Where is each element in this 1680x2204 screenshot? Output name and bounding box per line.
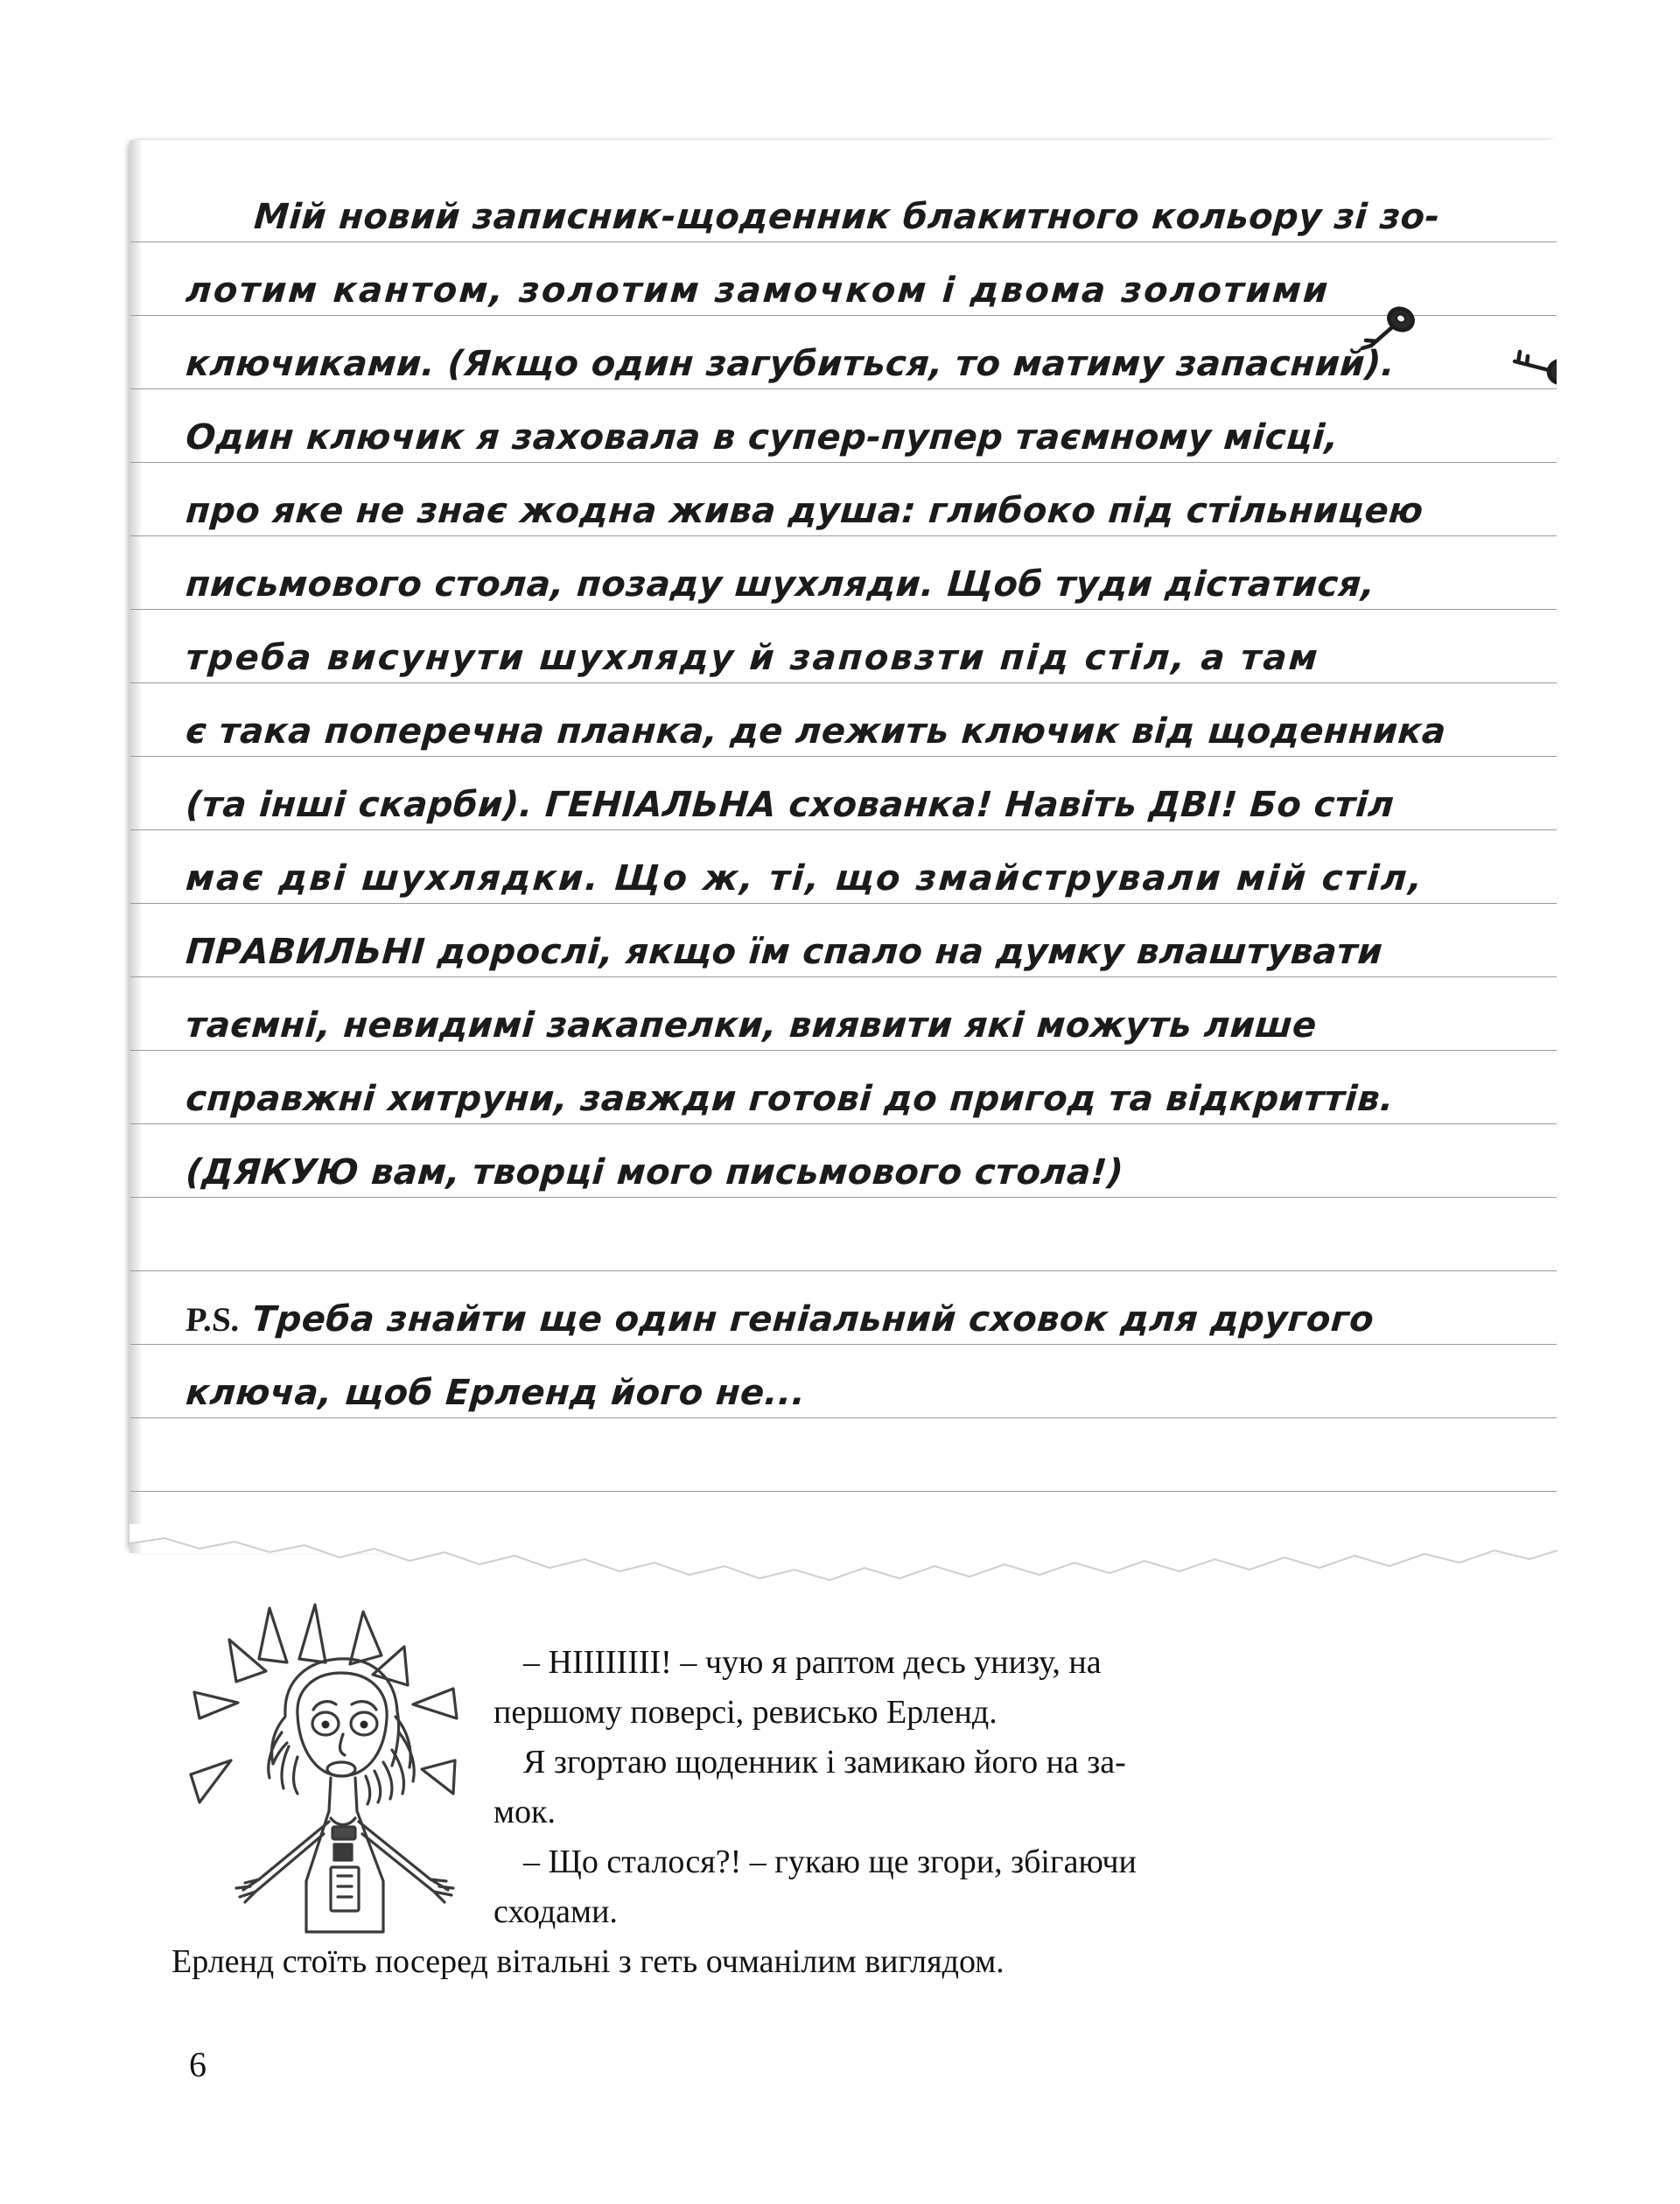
postscript-marker: P.S. <box>184 1301 242 1339</box>
diary-line-4: Один ключик я заховала в супер-пупер таємному місці, <box>184 417 1340 458</box>
prose-line-6: сходами. <box>494 1893 618 1930</box>
diary-handwriting <box>185 140 1515 1553</box>
postscript-text-1: Треба знайти ще один геніальний сховок для другого <box>238 1299 1376 1340</box>
diary-line-7: треба висунути шухляду й заповзти під стіл, а там <box>184 638 1321 678</box>
diary-line-6: письмового стола, позаду шухляди. Щоб туди дістатися, <box>184 564 1376 605</box>
diary-line-13: справжні хитруни, завжди готові до пригод та відкриттів. <box>184 1079 1396 1119</box>
prose-line-3: Я згортаю щоденник і замикаю його на за- <box>523 1744 1126 1781</box>
diary-line-9: (та інші скарби). ГЕНІАЛЬНА схованка! Навіть ДВІ! Бо стіл <box>184 785 1396 825</box>
diary-postscript-line-1 <box>184 1299 1517 1340</box>
diary-line-14: (ДЯКУЮ вам, творці мого письмового стола!) <box>184 1152 1125 1193</box>
prose-line-4: мок. <box>494 1794 556 1830</box>
prose-line-7: Ерленд стоїть посеред вітальні з геть очманілим виглядом. <box>172 1943 1004 1980</box>
diary-line-1: Мій новий записник-щоденник блакитного кольору зі зо- <box>252 197 1442 237</box>
prose-line-2: першому поверсі, ревисько Ерленд. <box>494 1694 998 1731</box>
diary-line-3: ключиками. (Якщо один загубиться, то матиму запасний). <box>184 344 1396 384</box>
diary-line-12: таємні, невидимі закапелки, виявити які можуть лише <box>184 1005 1319 1046</box>
page-number: 6 <box>189 2045 206 2084</box>
diary-line-2: лотим кантом, золотим замочком і двома золотими <box>184 270 1332 311</box>
prose-line-1: – НІІІІІІІІ! – чую я раптом десь унизу, на <box>523 1644 1102 1681</box>
prose-line-5: – Що сталося?! – гукаю ще згори, збігаючи <box>523 1844 1137 1880</box>
diary-line-11: ПРАВИЛЬНІ дорослі, якщо їм спало на думку влаштувати <box>184 932 1384 972</box>
diary-line-10: має дві шухлядки. Що ж, ті, що змайстрували мій стіл, <box>184 858 1426 899</box>
diary-postscript-line-2: ключа, щоб Ерленд його не... <box>184 1373 808 1413</box>
diary-line-8: є така поперечна планка, де лежить ключик від щоденника <box>184 711 1448 752</box>
notebook-sheet <box>130 140 1557 1553</box>
diary-line-5: про яке не знає жодна жива душа: глибоко під стільницею <box>184 491 1425 531</box>
prose-block <box>172 1638 1414 1987</box>
